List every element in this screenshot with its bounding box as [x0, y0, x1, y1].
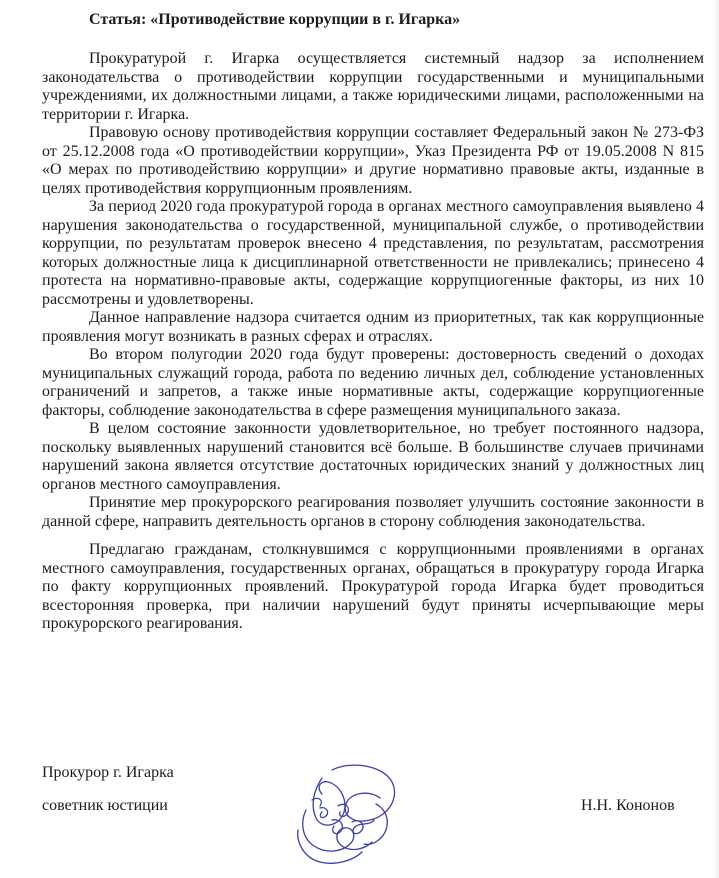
article-title: Статья: «Противодействие коррупции в г. Игарка» — [89, 11, 461, 28]
signer-position-line-2: советник юстиции — [42, 797, 168, 814]
paragraph-6: В целом состояние законности удовлетворительное, но требует постоянного надзора, поскольку выявленных нарушений становится всё больше. В большинстве случаев причинами нарушений закона является отсутствие достаточных юридических знаний у должностных лиц органов местного самоуправления. — [42, 420, 704, 493]
paragraph-4: Данное направление надзора считается одним из приоритетных, так как коррупционные проявления могут возникать в разных сферах и отраслях. — [42, 309, 704, 345]
paragraph-3: За период 2020 года прокуратурой города в органах местного самоуправления выявлено 4 нарушения законодательства о государственной, муниципальной службе, о противодействии коррупции, по результатам проверок внесено 4 представления, по результатам, рассмотрения которых должностные лица к дисциплинарной ответственности не привлекались; принесено 4 протеста на нормативно-правовые акты, содержащие коррупциогенные факторы, из них 10 рассмотрены и удовлетворены. — [42, 198, 704, 308]
paragraph-2: Правовую основу противодействия коррупции составляет Федеральный закон № 273-ФЗ от 25.12.2008 года «О противодействии коррупции», Указ Президента РФ от 19.05.2008 N 815 «О мерах по противодействию коррупции» и другие нормативно правовые акты, изданные в целях противодействия коррупционным проявлениям. — [42, 124, 704, 197]
signer-position-line-1: Прокурор г. Игарка — [42, 764, 174, 781]
signer-name: Н.Н. Кононов — [581, 797, 675, 814]
paragraph-5: Во втором полугодии 2020 года будут проверены: достоверность сведений о доходах муниципальных служащий города, работа по ведению личных дел, соблюдение установленных ограничений и запретов, а также иные нормативные акты, содержащие коррупциогенные факторы, соблюдение законодательства в сфере размещения муниципального заказа. — [42, 346, 704, 419]
paragraph-7: Принятие мер прокурорского реагирования позволяет улучшить состояние законности в данной сфере, направить деятельность органов в сторону соблюдения законодательства. — [42, 494, 704, 530]
paragraph-1: Прокуратурой г. Игарка осуществляется системный надзор за исполнением законодательства о противодействии коррупции государственными и муниципальными учреждениями, их должностными лицами, а также юридическими лицами, расположенными на территории г. Игарка. — [42, 50, 704, 123]
article-body — [42, 50, 704, 634]
paragraph-8: Предлагаю гражданам, столкнувшимся с коррупционными проявлениями в органах местного самоуправления, государственных органах, обращаться в прокуратуру города Игарка по факту коррупционных проявлений. Прокуратурой города Игарка будет проводиться всесторонняя проверка, при наличии нарушений будут приняты исчерпывающие меры прокурорского реагирования. — [42, 541, 704, 632]
handwritten-signature — [292, 760, 404, 870]
scan-edge-shadow — [713, 0, 719, 878]
